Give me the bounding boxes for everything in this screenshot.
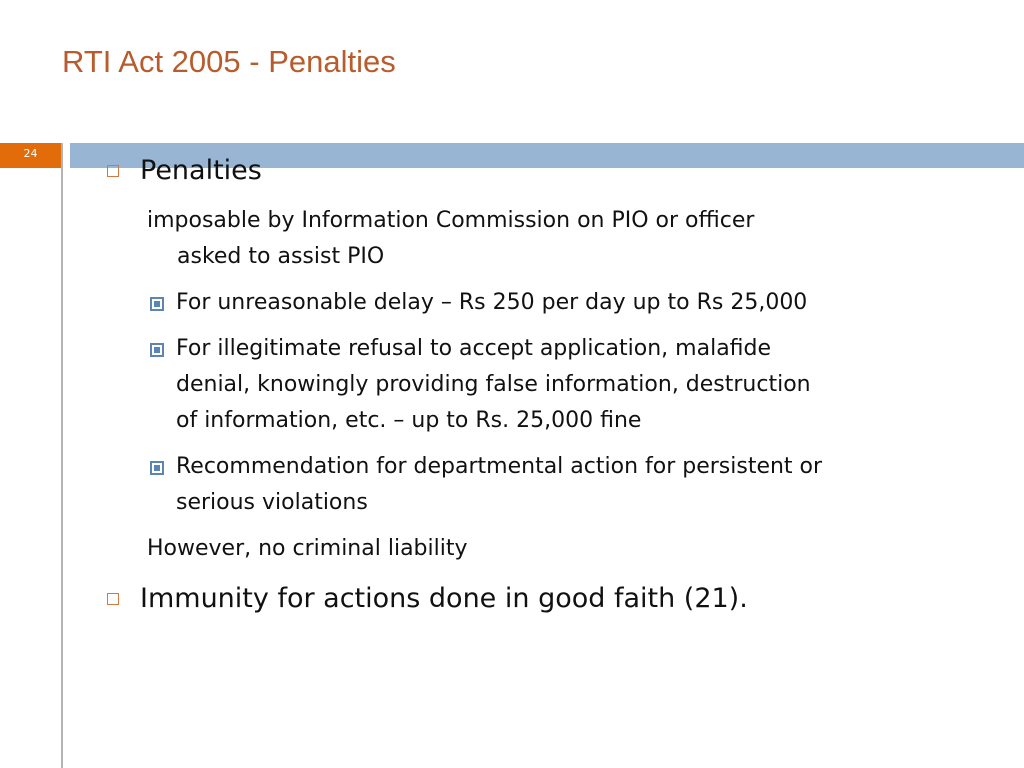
page-number-badge: 24: [0, 143, 61, 168]
square-bullet-icon: [107, 165, 119, 177]
closing-note-text: However, no criminal liability: [147, 536, 468, 561]
penalties-description: [147, 203, 1004, 275]
slide-content: [104, 153, 1004, 617]
slide-title: RTI Act 2005 - Penalties: [62, 44, 396, 79]
filled-square-bullet-icon: [150, 343, 164, 357]
subpoint-departmental-action-line1: Recommendation for departmental action for persistent or: [176, 454, 823, 479]
penalties-description-line2: asked to assist PIO: [177, 244, 385, 269]
subpoint-illegitimate-refusal-line1: For illegitimate refusal to accept application, malafide: [176, 336, 772, 361]
subpoint-illegitimate-refusal-line2: denial, knowingly providing false information, destruction: [176, 372, 811, 397]
subpoint-departmental-action-line2: serious violations: [176, 490, 368, 515]
side-divider-line: [61, 143, 63, 768]
filled-square-bullet-icon: [150, 461, 164, 475]
filled-square-bullet-icon: [150, 297, 164, 311]
subpoint-illegitimate-refusal: [176, 331, 1004, 439]
subpoint-illegitimate-refusal-line3: of information, etc. – up to Rs. 25,000 fine: [176, 408, 642, 433]
bullet-immunity: [104, 581, 1004, 617]
bullet-immunity-heading: Immunity for actions done in good faith (21).: [140, 583, 748, 614]
penalties-description-line1: imposable by Information Commission on PIO or officer: [147, 208, 755, 233]
bullet-penalties-heading: Penalties: [140, 155, 262, 186]
subpoint-departmental-action: [176, 449, 1004, 521]
subpoint-unreasonable-delay: [176, 285, 1004, 321]
square-bullet-icon: [107, 593, 119, 605]
subpoint-unreasonable-delay-line1: For unreasonable delay – Rs 250 per day up to Rs 25,000: [176, 290, 808, 315]
bullet-penalties: [104, 153, 1004, 189]
closing-note: [147, 531, 1004, 567]
